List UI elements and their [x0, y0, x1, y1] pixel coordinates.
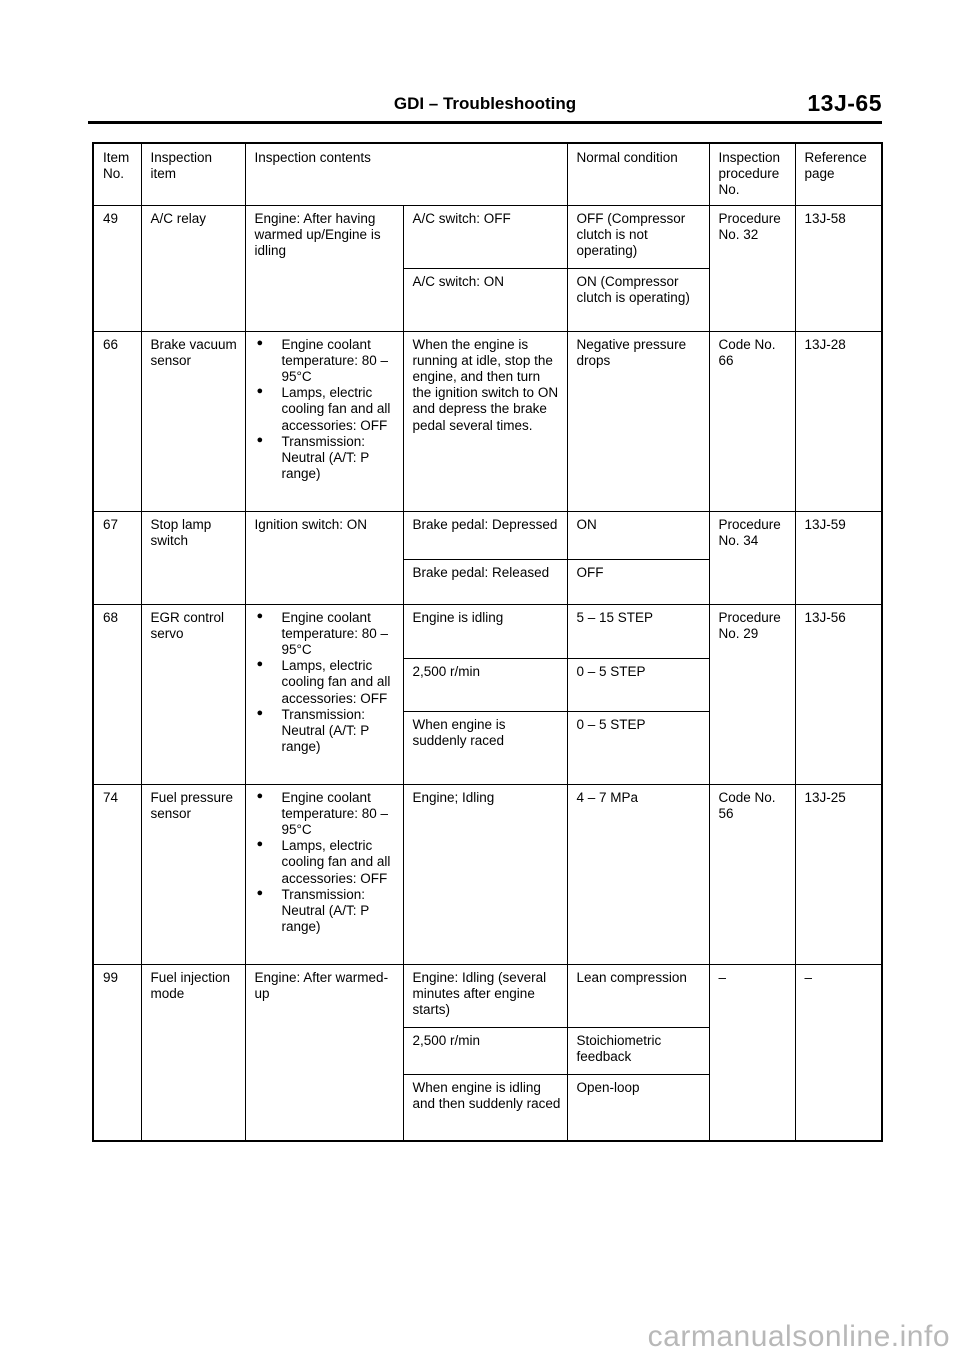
condition-bullet: ● Engine coolant temperature: 80 – 95°C [255, 337, 397, 386]
inspection-condition [245, 331, 403, 511]
inspection-detail: A/C switch: ON [403, 268, 567, 331]
inspection-procedure: Procedure No. 34 [709, 511, 795, 604]
condition-bullet: ● Transmission: Neutral (A/T: P range) [255, 887, 397, 936]
normal-condition: ON (Compressor clutch is operating) [567, 268, 709, 331]
inspection-detail: Brake pedal: Released [403, 559, 567, 604]
condition-bullet: ● Transmission: Neutral (A/T: P range) [255, 434, 397, 483]
reference-page: – [795, 964, 882, 1141]
col-header-item-no: Item No. [93, 143, 141, 205]
inspection-item: Fuel pressure sensor [141, 784, 245, 964]
table-row [93, 784, 882, 964]
inspection-detail: Engine; Idling [403, 784, 567, 964]
item-no: 99 [93, 964, 141, 1141]
item-no: 49 [93, 205, 141, 331]
troubleshooting-table [92, 142, 883, 1142]
table-row [93, 604, 882, 658]
reference-page: 13J-25 [795, 784, 882, 964]
inspection-detail: Engine: Idling (several minutes after engine starts) [403, 964, 567, 1027]
normal-condition: OFF (Compressor clutch is not operating) [567, 205, 709, 268]
item-no: 67 [93, 511, 141, 604]
inspection-condition [245, 784, 403, 964]
condition-bullet: ● Transmission: Neutral (A/T: P range) [255, 707, 397, 756]
inspection-procedure: – [709, 964, 795, 1141]
col-header-inspection-contents: Inspection contents [245, 143, 567, 205]
inspection-item: Stop lamp switch [141, 511, 245, 604]
inspection-item: A/C relay [141, 205, 245, 331]
normal-condition: Stoichiometric feedback [567, 1027, 709, 1074]
inspection-condition: Engine: After having warmed up/Engine is idling [245, 205, 403, 331]
inspection-detail: 2,500 r/min [403, 658, 567, 711]
col-header-normal-condition: Normal condition [567, 143, 709, 205]
normal-condition: 0 – 5 STEP [567, 658, 709, 711]
inspection-condition: Ignition switch: ON [245, 511, 403, 604]
normal-condition: 5 – 15 STEP [567, 604, 709, 658]
inspection-detail: Engine is idling [403, 604, 567, 658]
table-row [93, 511, 882, 559]
table-row [93, 331, 882, 511]
condition-bullet: ● Lamps, electric cooling fan and all accessories: OFF [255, 385, 397, 434]
inspection-item: EGR control servo [141, 604, 245, 784]
reference-page: 13J-56 [795, 604, 882, 784]
inspection-item: Brake vacuum sensor [141, 331, 245, 511]
item-no: 74 [93, 784, 141, 964]
inspection-procedure: Procedure No. 29 [709, 604, 795, 784]
inspection-item: Fuel injection mode [141, 964, 245, 1141]
normal-condition: 4 – 7 MPa [567, 784, 709, 964]
inspection-detail: 2,500 r/min [403, 1027, 567, 1074]
table-header-row [93, 143, 882, 205]
reference-page: 13J-59 [795, 511, 882, 604]
normal-condition: ON [567, 511, 709, 559]
inspection-condition [245, 604, 403, 784]
col-header-procedure: Inspection procedure No. [709, 143, 795, 205]
page-header [88, 88, 882, 120]
item-no: 66 [93, 331, 141, 511]
condition-bullet: ● Lamps, electric cooling fan and all accessories: OFF [255, 658, 397, 707]
header-rule [88, 121, 882, 124]
condition-bullet: ● Engine coolant temperature: 80 – 95°C [255, 790, 397, 839]
normal-condition: 0 – 5 STEP [567, 711, 709, 784]
condition-bullet: ● Lamps, electric cooling fan and all accessories: OFF [255, 838, 397, 887]
page-title: GDI – Troubleshooting [393, 94, 577, 113]
normal-condition: Open-loop [567, 1074, 709, 1141]
inspection-detail: When engine is suddenly raced [403, 711, 567, 784]
inspection-detail: Brake pedal: Depressed [403, 511, 567, 559]
inspection-detail: When engine is idling and then suddenly raced [403, 1074, 567, 1141]
col-header-reference: Reference page [795, 143, 882, 205]
site-watermark: carmanualsonline.info [647, 1320, 950, 1353]
condition-bullet: ● Engine coolant temperature: 80 – 95°C [255, 610, 397, 659]
inspection-detail: A/C switch: OFF [403, 205, 567, 268]
normal-condition: OFF [567, 559, 709, 604]
normal-condition: Lean compression [567, 964, 709, 1027]
table-row [93, 964, 882, 1027]
reference-page: 13J-58 [795, 205, 882, 331]
inspection-detail: When the engine is running at idle, stop the engine, and then turn the ignition switch to ON and depress the brake pedal several times. [403, 331, 567, 511]
page-number: 13J-65 [807, 90, 882, 116]
inspection-procedure: Code No. 56 [709, 784, 795, 964]
table-row [93, 205, 882, 268]
reference-page: 13J-28 [795, 331, 882, 511]
item-no: 68 [93, 604, 141, 784]
inspection-procedure: Procedure No. 32 [709, 205, 795, 331]
normal-condition: Negative pressure drops [567, 331, 709, 511]
inspection-condition: Engine: After warmed-up [245, 964, 403, 1141]
col-header-inspection-item: Inspection item [141, 143, 245, 205]
inspection-procedure: Code No. 66 [709, 331, 795, 511]
